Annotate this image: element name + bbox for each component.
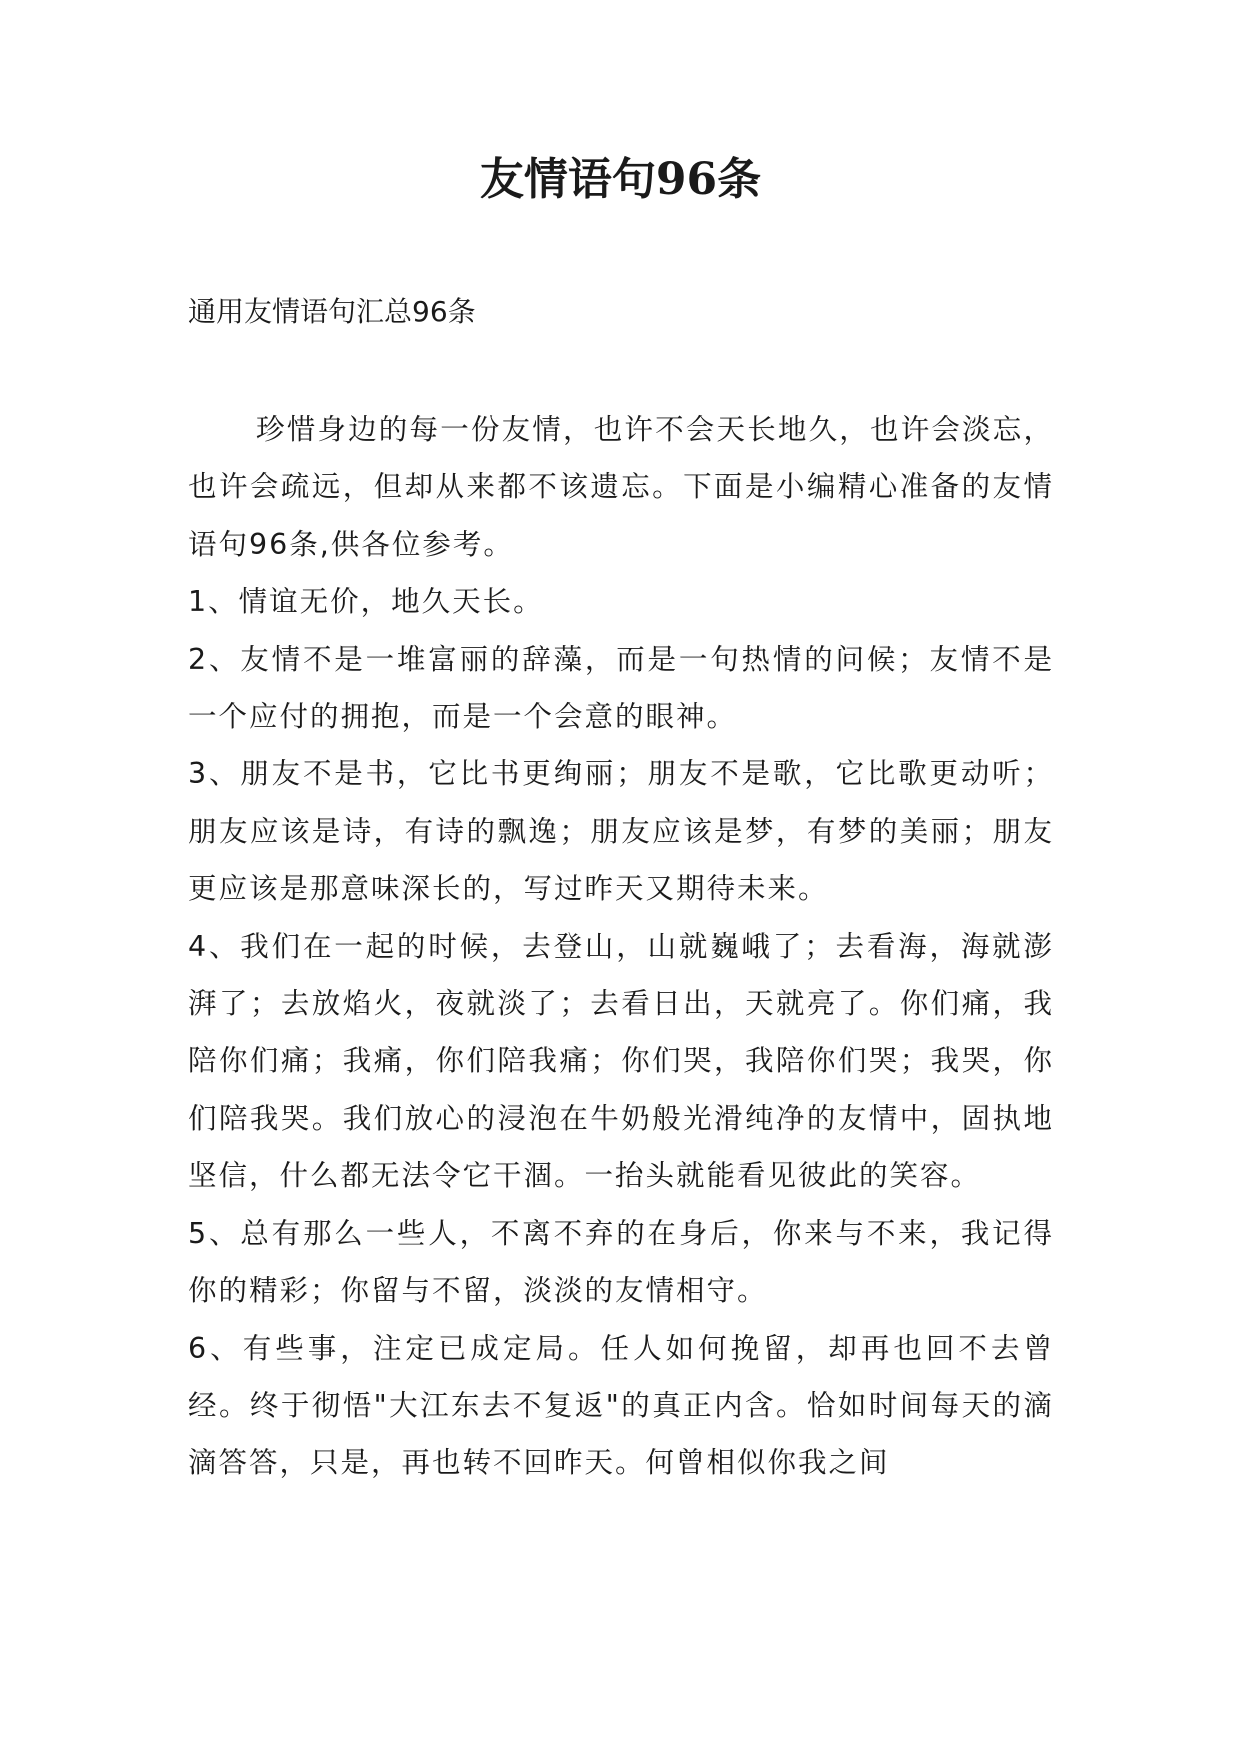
list-item: 4、我们在一起的时候，去登山，山就巍峨了；去看海，海就澎湃了；去放焰火，夜就淡了；去看日出，天就亮了。你们痛，我陪你们痛；我痛，你们陪我痛；你们哭，我陪你们哭；我哭，你们陪我哭。我们放心的浸泡在牛奶般光滑纯净的友情中，固执地坚信，什么都无法令它干涸。一抬头就能看见彼此的笑容。	[188, 929, 1054, 1193]
list-item: 3、朋友不是书，它比书更绚丽；朋友不是歌，它比歌更动听；朋友应该是诗，有诗的飘逸；朋友应该是梦，有梦的美丽；朋友更应该是那意味深长的，写过昨天又期待未来。	[188, 757, 1054, 906]
document-title: 友情语句96条	[479, 154, 762, 205]
list-item: 6、有些事，注定已成定局。任人如何挽留，却再也回不去曾经。终于彻悟"大江东去不复返"的真正内含。恰如时间每天的滴滴答答，只是，再也转不回昨天。何曾相似你我之间	[188, 1331, 1054, 1480]
intro-paragraph: 珍惜身边的每一份友情，也许不会天长地久，也许会淡忘，也许会疏远，但却从来都不该遗忘。下面是小编精心准备的友情语句96条,供各位参考。	[188, 413, 1054, 561]
document-subtitle: 通用友情语句汇总96条	[188, 295, 476, 328]
list-item: 1、情谊无价，地久天长。	[188, 585, 544, 619]
list-item: 2、友情不是一堆富丽的辞藻，而是一句热情的问候；友情不是一个应付的拥抱，而是一个会意的眼神。	[188, 642, 1054, 734]
document-body	[188, 401, 1054, 1492]
list-item: 5、总有那么一些人，不离不弃的在身后，你来与不来，我记得你的精彩；你留与不留，淡淡的友情相守。	[188, 1216, 1054, 1308]
